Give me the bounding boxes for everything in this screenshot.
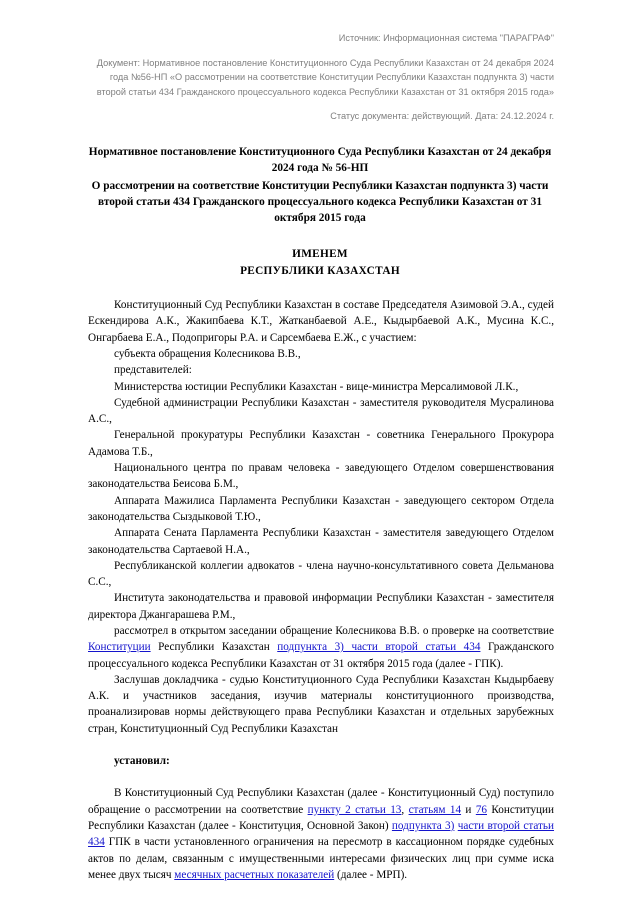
document-body — [0, 297, 640, 883]
final-text-1: В Конституционный Суд Республики Казахстан (далее - Конституционный Суд) поступило обращение о рассмотрении на соответствие — [88, 787, 554, 816]
established-heading: установил: — [114, 755, 170, 768]
document-meta-header — [0, 0, 640, 124]
paragraph-rep-senate: Аппарата Сената Парламента Республики Казахстан - заместителя заведующего Отделом законодательства Сартаевой Н.А., — [88, 527, 554, 556]
link-article-76[interactable]: 76 — [475, 803, 487, 816]
paragraph-rep-justice: Министерства юстиции Республики Казахстан - вице-министра Мерсалимовой Л.К., — [114, 380, 519, 393]
considered-text-1: рассмотрел в открытом заседании обращение Колесникова В.В. о проверке на соответствие — [114, 624, 554, 637]
paragraph-rep-prosecutor: Генеральной прокуратуры Республики Казахстан - советника Генерального Прокурора Адамова Т.Б., — [88, 429, 554, 458]
final-text-2: Конституции Республики Казахстан (далее - Конституция, Основной Закон) — [88, 803, 555, 832]
link-part-2-article-434[interactable]: части второй статьи 434 — [88, 819, 555, 849]
final-text-5: (далее - МРП). — [334, 868, 408, 881]
paragraph-rep-judicial-admin: Судебной администрации Республики Казахстан - заместителя руководителя Мусралинова А.С., — [88, 396, 554, 426]
meta-document-line: Документ: Нормативное постановление Конституционного Суда Республики Казахстан от 24 декабря 2024 года №56-НП «О рассмотрении на соответствие Конституции Республики Казахстан подпункта 3) части второй статьи 434 Гражданского процессуального кодекса Республики Казахстан от 31 октября 2015 года» — [96, 57, 554, 97]
in-name-of-heading — [0, 246, 640, 279]
title-line-2: О рассмотрении на соответствие Конституции Республики Казахстан подпункта 3) части второй статьи 434 Гражданского процессуального кодекса Республики Казахстан от 31 октября 2015 года — [91, 179, 549, 225]
paragraph-rep-bar: Республиканской коллегии адвокатов - члена научно-консультативного совета Дельманова С.С., — [88, 559, 554, 589]
document-title — [0, 144, 640, 226]
title-line-1: Нормативное постановление Конституционного Суда Республики Казахстан от 24 декабря 2024 года № 56-НП — [88, 145, 552, 175]
in-name-of-line-1: ИМЕНЕМ — [292, 248, 348, 261]
meta-status-line: Статус документа: действующий. Дата: 24.12.2024 г. — [330, 111, 554, 122]
link-point-2-article-13[interactable]: пункту 2 статьи 13 — [307, 803, 402, 816]
paragraph-heard: Заслушав докладчика - судью Конституционного Суда Республики Казахстан Кыдырбаеву А.К. и участников заседания, изучив материалы конституционного производства, проанализировав нормы действующего права Республики Казахстан и отдельных зарубежных стран, Конституционный Суд Республики Казахстан — [88, 673, 554, 735]
paragraph-final — [88, 785, 554, 883]
considered-text-2: Республики Казахстан — [150, 641, 278, 654]
paragraph-rep-institute: Института законодательства и правовой информации Республики Казахстан - заместителя директора Джангарашева Р.М., — [88, 592, 554, 621]
link-monthly-calculation-index[interactable]: месячных расчетных показателей — [174, 868, 335, 881]
paragraph-composition: Конституционный Суд Республики Казахстан в составе Председателя Азимовой Э.А., судей Ескендирова А.К., Жакипбаева К.Т., Жатканбаевой А.Е., Кыдырбаевой А.К., Мусина К.С., Онгарбаева Е.А., Подопригоры Р.А. и Сарсембаева Е.Ж., с участием: — [88, 299, 554, 344]
in-name-of-line-2: РЕСПУБЛИКИ КАЗАХСТАН — [240, 264, 400, 277]
link-constitution[interactable]: Конституции — [88, 641, 151, 654]
considered-text-3: Гражданского процессуального кодекса Республики Казахстан от 31 октября 2015 года (далее - ГПК). — [88, 641, 554, 670]
paragraph-considered — [88, 623, 554, 672]
link-article-14[interactable]: статьям 14 — [408, 803, 462, 816]
paragraph-rep-human-rights: Национального центра по правам человека - заведующего Отделом совершенствования законодательства Беисова Б.М., — [88, 462, 554, 491]
link-subparagraph-3-part-2-article-434[interactable]: подпункта 3) части второй статьи 434 — [277, 641, 481, 654]
link-subparagraph-3[interactable]: подпункта 3) — [391, 819, 455, 832]
final-sep-2: и — [461, 803, 476, 816]
paragraph-subject: субъекта обращения Колесникова В.В., — [114, 347, 301, 360]
final-sep-1: , — [401, 803, 409, 816]
paragraph-representatives-label: представителей: — [114, 364, 192, 377]
paragraph-rep-mazhilis: Аппарата Мажилиса Парламента Республики Казахстан - заведующего сектором Отдела законодательства Сыздыковой Т.Ю., — [88, 494, 554, 523]
meta-source-line: Источник: Информационная система "ПАРАГРАФ" — [338, 33, 554, 43]
final-text-4: ГПК в части установленного ограничения на пересмотр в кассационном порядке судебных актов по делам, связанным с имущественными интересами физических лиц при сумме иска менее двух тысяч — [88, 836, 554, 881]
